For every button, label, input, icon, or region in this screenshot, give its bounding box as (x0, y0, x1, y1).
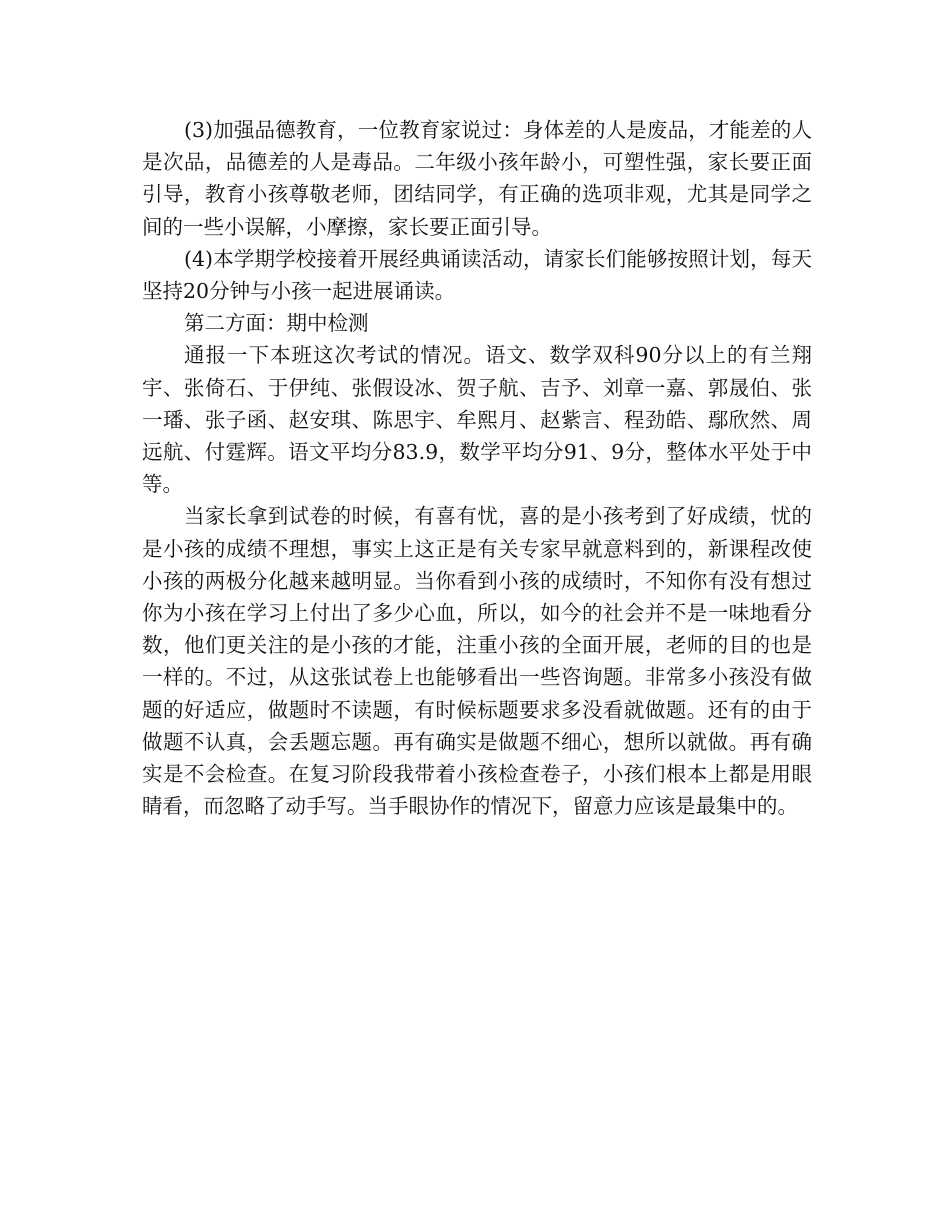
paragraph-classic-reading: (4)本学期学校接着开展经典诵读活动，请家长们能够按照计划，每天坚持20分钟与小孩一起进展诵读。 (142, 246, 812, 304)
paragraph-moral-education: (3)加强品德教育，一位教育家说过：身体差的人是废品，才能差的人是次品，品德差的人是毒品。二年级小孩年龄小，可塑性强，家长要正面引导，教育小孩尊敬老师，团结同学，有正确的选项非观，尤其是同学之间的一些小误解，小摩擦，家长要正面引导。 (142, 118, 812, 239)
section-heading-midterm: 第二方面：期中检测 (184, 311, 369, 336)
paragraph-exam-reflection: 当家长拿到试卷的时候，有喜有忧，喜的是小孩考到了好成绩，忧的是小孩的成绩不理想，事实上这正是有关专家早就意料到的，新课程改使小孩的两极分化越来越明显。当你看到小孩的成绩时，不知你有没有想过你为小孩在学习上付出了多少心血，所以，如今的社会并不是一味地看分数，他们更关注的是小孩的才能，注重小孩的全面开展，老师的目的也是一样的。不过，从这张试卷上也能够看出一些咨询题。非常多小孩没有做题的好适应，做题时不读题，有时候标题要求多没看就做题。还有的由于做题不认真，会丢题忘题。再有确实是做题不细心，想所以就做。再有确实是不会检查。在复习阶段我带着小孩检查卷子，小孩们根本上都是用眼睛看，而忽略了动手写。当手眼协作的情况下，留意力应该是最集中的。 (142, 504, 812, 819)
paragraph-exam-report: 通报一下本班这次考试的情况。语文、数学双科90分以上的有兰翔宇、张倚石、于伊纯、张假设冰、贺子航、吉予、刘章一嘉、郭晟伯、张一璠、张子函、赵安琪、陈思宇、牟熙月、赵紫言、程劲皓、鄢欣然、周远航、付霆辉。语文平均分83.9，数学平均分91、9分，整体水平处于中等。 (142, 343, 812, 497)
document-page (142, 114, 812, 822)
